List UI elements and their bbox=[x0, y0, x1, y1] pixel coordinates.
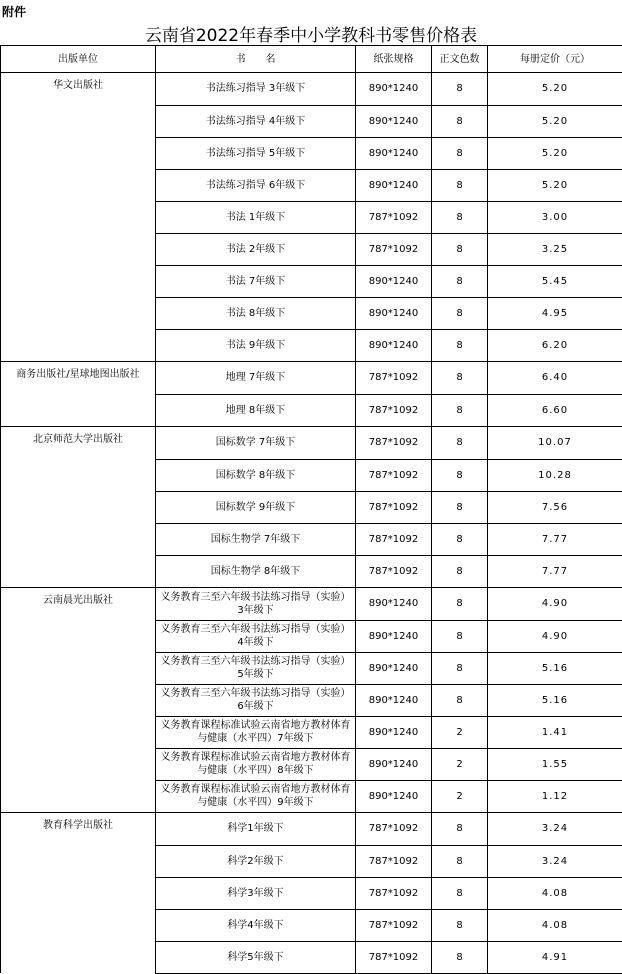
table-row bbox=[1, 233, 622, 265]
paper-size-cell: 890*1240 bbox=[356, 588, 432, 621]
color-count-cell: 8 bbox=[432, 684, 488, 716]
color-count-cell: 8 bbox=[432, 845, 488, 877]
table-row bbox=[1, 169, 622, 201]
book-name-cell: 义务教育三至六年级书法练习指导（实验）3年级下 bbox=[156, 588, 356, 621]
header-unit-price: 每册定价（元） bbox=[488, 46, 622, 73]
paper-size-cell: 787*1092 bbox=[356, 394, 432, 427]
publisher-cell bbox=[1, 169, 156, 201]
publisher-cell bbox=[1, 394, 156, 427]
publisher-cell bbox=[1, 105, 156, 137]
unit-price-cell: 5.45 bbox=[488, 265, 622, 297]
paper-size-cell: 890*1240 bbox=[356, 169, 432, 201]
table-row bbox=[1, 845, 622, 877]
unit-price-cell: 4.08 bbox=[488, 909, 622, 941]
color-count-cell: 8 bbox=[432, 620, 488, 652]
paper-size-cell: 787*1092 bbox=[356, 427, 432, 460]
paper-size-cell: 890*1240 bbox=[356, 748, 432, 780]
table-row bbox=[1, 137, 622, 169]
table-row bbox=[1, 813, 622, 846]
paper-size-cell: 787*1092 bbox=[356, 233, 432, 265]
paper-size-cell: 787*1092 bbox=[356, 845, 432, 877]
book-name-cell: 义务教育三至六年级书法练习指导（实验）5年级下 bbox=[156, 652, 356, 684]
unit-price-cell: 4.90 bbox=[488, 588, 622, 621]
table-row bbox=[1, 394, 622, 427]
table-row bbox=[1, 201, 622, 233]
unit-price-cell: 3.24 bbox=[488, 813, 622, 846]
table-header-row bbox=[1, 46, 622, 73]
color-count-cell: 8 bbox=[432, 459, 488, 491]
publisher-cell: 北京师范大学出版社 bbox=[1, 427, 156, 460]
book-name-cell: 书法 1年级下 bbox=[156, 201, 356, 233]
unit-price-cell: 4.91 bbox=[488, 941, 622, 973]
color-count-cell: 8 bbox=[432, 588, 488, 621]
color-count-cell: 8 bbox=[432, 941, 488, 973]
paper-size-cell: 787*1092 bbox=[356, 523, 432, 555]
paper-size-cell: 787*1092 bbox=[356, 362, 432, 395]
table-row bbox=[1, 941, 622, 973]
unit-price-cell: 10.07 bbox=[488, 427, 622, 460]
table-row bbox=[1, 362, 622, 395]
table-row bbox=[1, 620, 622, 652]
unit-price-cell: 1.12 bbox=[488, 780, 622, 813]
book-name-cell: 义务教育三至六年级书法练习指导（实验）6年级下 bbox=[156, 684, 356, 716]
publisher-cell bbox=[1, 137, 156, 169]
table-row bbox=[1, 491, 622, 523]
publisher-cell bbox=[1, 491, 156, 523]
unit-price-cell: 7.77 bbox=[488, 555, 622, 588]
paper-size-cell: 787*1092 bbox=[356, 877, 432, 909]
paper-size-cell: 890*1240 bbox=[356, 137, 432, 169]
publisher-cell bbox=[1, 329, 156, 362]
header-book-name: 书 名 bbox=[156, 46, 356, 73]
unit-price-cell: 1.41 bbox=[488, 716, 622, 748]
book-name-cell: 科学4年级下 bbox=[156, 909, 356, 941]
book-name-cell: 书法练习指导 4年级下 bbox=[156, 105, 356, 137]
book-name-cell: 科学1年级下 bbox=[156, 813, 356, 846]
color-count-cell: 8 bbox=[432, 394, 488, 427]
color-count-cell: 8 bbox=[432, 813, 488, 846]
table-row bbox=[1, 877, 622, 909]
book-name-cell: 书法练习指导 5年级下 bbox=[156, 137, 356, 169]
color-count-cell: 8 bbox=[432, 652, 488, 684]
table-row bbox=[1, 684, 622, 716]
color-count-cell: 8 bbox=[432, 137, 488, 169]
book-name-cell: 地理 7年级下 bbox=[156, 362, 356, 395]
publisher-cell bbox=[1, 201, 156, 233]
book-name-cell: 国标生物学 7年级下 bbox=[156, 523, 356, 555]
table-row bbox=[1, 427, 622, 460]
paper-size-cell: 787*1092 bbox=[356, 459, 432, 491]
publisher-cell bbox=[1, 941, 156, 973]
paper-size-cell: 787*1092 bbox=[356, 555, 432, 588]
publisher-cell: 华文出版社 bbox=[1, 73, 156, 106]
paper-size-cell: 890*1240 bbox=[356, 105, 432, 137]
paper-size-cell: 890*1240 bbox=[356, 297, 432, 329]
color-count-cell: 8 bbox=[432, 73, 488, 106]
book-name-cell: 义务教育课程标准试验云南省地方教材体育与健康（水平四）7年级下 bbox=[156, 716, 356, 748]
publisher-cell: 教育科学出版社 bbox=[1, 813, 156, 846]
unit-price-cell: 7.56 bbox=[488, 491, 622, 523]
table-row bbox=[1, 105, 622, 137]
unit-price-cell: 4.90 bbox=[488, 620, 622, 652]
color-count-cell: 8 bbox=[432, 233, 488, 265]
book-name-cell: 书法 8年级下 bbox=[156, 297, 356, 329]
paper-size-cell: 890*1240 bbox=[356, 265, 432, 297]
publisher-cell bbox=[1, 845, 156, 877]
book-name-cell: 书法练习指导 6年级下 bbox=[156, 169, 356, 201]
paper-size-cell: 787*1092 bbox=[356, 813, 432, 846]
book-name-cell: 义务教育课程标准试验云南省地方教材体育与健康（水平四）8年级下 bbox=[156, 748, 356, 780]
color-count-cell: 8 bbox=[432, 297, 488, 329]
paper-size-cell: 787*1092 bbox=[356, 491, 432, 523]
book-name-cell: 书法 7年级下 bbox=[156, 265, 356, 297]
book-name-cell: 国标数学 9年级下 bbox=[156, 491, 356, 523]
paper-size-cell: 890*1240 bbox=[356, 780, 432, 813]
publisher-cell bbox=[1, 652, 156, 684]
attachment-label: 附件 bbox=[2, 3, 26, 20]
color-count-cell: 8 bbox=[432, 169, 488, 201]
paper-size-cell: 787*1092 bbox=[356, 941, 432, 973]
table-row bbox=[1, 555, 622, 588]
publisher-cell bbox=[1, 523, 156, 555]
color-count-cell: 8 bbox=[432, 909, 488, 941]
publisher-cell bbox=[1, 620, 156, 652]
unit-price-cell: 5.16 bbox=[488, 652, 622, 684]
unit-price-cell: 5.16 bbox=[488, 684, 622, 716]
color-count-cell: 8 bbox=[432, 201, 488, 233]
publisher-cell bbox=[1, 780, 156, 813]
header-color-count: 正文色数 bbox=[432, 46, 488, 73]
unit-price-cell: 4.95 bbox=[488, 297, 622, 329]
unit-price-cell: 5.20 bbox=[488, 73, 622, 106]
publisher-cell bbox=[1, 297, 156, 329]
book-name-cell: 国标生物学 8年级下 bbox=[156, 555, 356, 588]
color-count-cell: 2 bbox=[432, 716, 488, 748]
unit-price-cell: 5.20 bbox=[488, 137, 622, 169]
book-name-cell: 地理 8年级下 bbox=[156, 394, 356, 427]
color-count-cell: 8 bbox=[432, 523, 488, 555]
book-name-cell: 国标数学 7年级下 bbox=[156, 427, 356, 460]
unit-price-cell: 3.24 bbox=[488, 845, 622, 877]
publisher-cell bbox=[1, 748, 156, 780]
color-count-cell: 8 bbox=[432, 105, 488, 137]
table-row bbox=[1, 73, 622, 106]
unit-price-cell: 3.25 bbox=[488, 233, 622, 265]
paper-size-cell: 890*1240 bbox=[356, 73, 432, 106]
unit-price-cell: 4.08 bbox=[488, 877, 622, 909]
color-count-cell: 8 bbox=[432, 265, 488, 297]
table-row bbox=[1, 652, 622, 684]
unit-price-cell: 7.77 bbox=[488, 523, 622, 555]
publisher-cell bbox=[1, 684, 156, 716]
publisher-cell bbox=[1, 877, 156, 909]
publisher-cell: 商务出版社/星球地图出版社 bbox=[1, 362, 156, 395]
paper-size-cell: 890*1240 bbox=[356, 620, 432, 652]
table-row bbox=[1, 780, 622, 813]
book-name-cell: 国标数学 8年级下 bbox=[156, 459, 356, 491]
book-name-cell: 科学3年级下 bbox=[156, 877, 356, 909]
publisher-cell bbox=[1, 716, 156, 748]
book-name-cell: 义务教育三至六年级书法练习指导（实验）4年级下 bbox=[156, 620, 356, 652]
header-publisher: 出版单位 bbox=[1, 46, 156, 73]
color-count-cell: 8 bbox=[432, 555, 488, 588]
table-row bbox=[1, 265, 622, 297]
unit-price-cell: 10.28 bbox=[488, 459, 622, 491]
book-name-cell: 书法 2年级下 bbox=[156, 233, 356, 265]
paper-size-cell: 787*1092 bbox=[356, 909, 432, 941]
publisher-cell bbox=[1, 909, 156, 941]
book-name-cell: 书法 9年级下 bbox=[156, 329, 356, 362]
price-table bbox=[0, 45, 622, 974]
unit-price-cell: 3.00 bbox=[488, 201, 622, 233]
paper-size-cell: 890*1240 bbox=[356, 652, 432, 684]
publisher-cell bbox=[1, 459, 156, 491]
header-paper-size: 纸张规格 bbox=[356, 46, 432, 73]
book-name-cell: 义务教育课程标准试验云南省地方教材体育与健康（水平四）9年级下 bbox=[156, 780, 356, 813]
page-title: 云南省2022年春季中小学教科书零售价格表 bbox=[0, 21, 622, 46]
paper-size-cell: 890*1240 bbox=[356, 684, 432, 716]
paper-size-cell: 890*1240 bbox=[356, 329, 432, 362]
color-count-cell: 8 bbox=[432, 491, 488, 523]
table-row bbox=[1, 297, 622, 329]
table-row bbox=[1, 748, 622, 780]
table-row bbox=[1, 588, 622, 621]
table-row bbox=[1, 716, 622, 748]
table-row bbox=[1, 909, 622, 941]
unit-price-cell: 1.55 bbox=[488, 748, 622, 780]
unit-price-cell: 6.40 bbox=[488, 362, 622, 395]
publisher-cell bbox=[1, 555, 156, 588]
color-count-cell: 2 bbox=[432, 780, 488, 813]
book-name-cell: 科学2年级下 bbox=[156, 845, 356, 877]
table-row bbox=[1, 329, 622, 362]
color-count-cell: 2 bbox=[432, 748, 488, 780]
paper-size-cell: 787*1092 bbox=[356, 201, 432, 233]
publisher-cell bbox=[1, 265, 156, 297]
book-name-cell: 书法练习指导 3年级下 bbox=[156, 73, 356, 106]
color-count-cell: 8 bbox=[432, 427, 488, 460]
book-name-cell: 科学5年级下 bbox=[156, 941, 356, 973]
publisher-cell bbox=[1, 233, 156, 265]
color-count-cell: 8 bbox=[432, 877, 488, 909]
color-count-cell: 8 bbox=[432, 329, 488, 362]
color-count-cell: 8 bbox=[432, 362, 488, 395]
table-row bbox=[1, 523, 622, 555]
unit-price-cell: 6.20 bbox=[488, 329, 622, 362]
unit-price-cell: 5.20 bbox=[488, 169, 622, 201]
unit-price-cell: 5.20 bbox=[488, 105, 622, 137]
unit-price-cell: 6.60 bbox=[488, 394, 622, 427]
publisher-cell: 云南晨光出版社 bbox=[1, 588, 156, 621]
table-row bbox=[1, 459, 622, 491]
paper-size-cell: 890*1240 bbox=[356, 716, 432, 748]
